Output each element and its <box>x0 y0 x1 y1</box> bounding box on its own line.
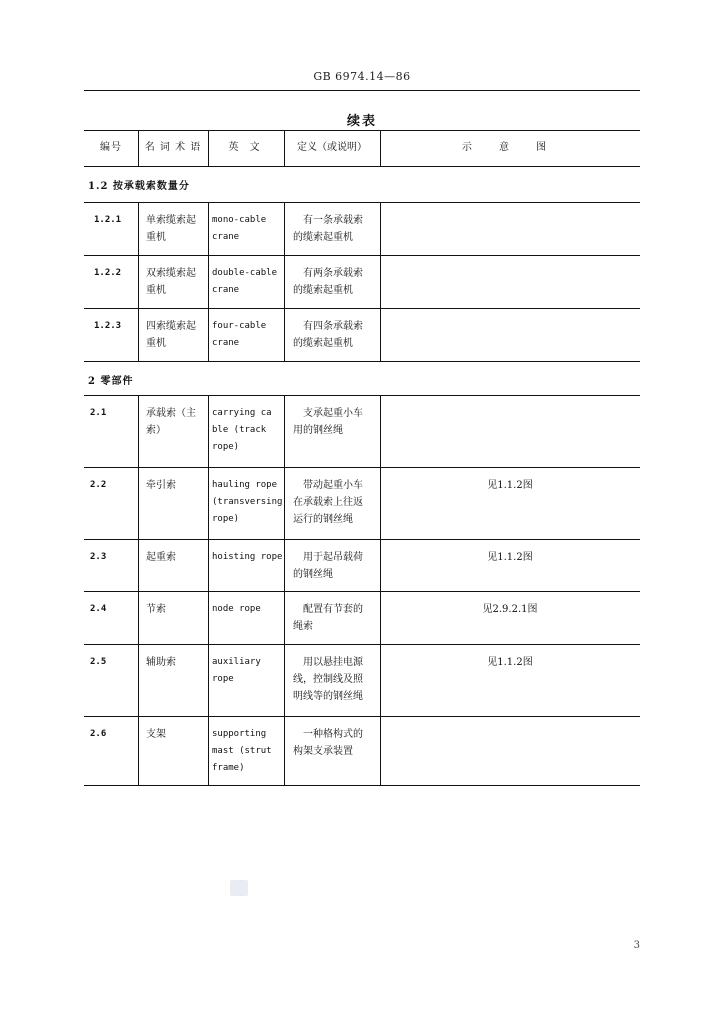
col-rule <box>284 202 285 361</box>
page-number: 3 <box>633 940 640 951</box>
definition: 用于起吊载荷 的钢丝绳 <box>293 552 363 580</box>
definition: 有四条承载索 的缆索起重机 <box>293 321 363 349</box>
terms-table <box>84 130 640 786</box>
term-number: 2.1 <box>90 408 107 418</box>
col-rule <box>284 395 285 785</box>
col-rule <box>138 202 139 361</box>
english-term: auxiliary rope <box>212 657 261 684</box>
diagram-reference: 见1.1.2图 <box>487 657 533 668</box>
english-term: four-cable crane <box>212 321 267 348</box>
definition: 带动起重小车 在承载索上往返 运行的钢丝绳 <box>293 480 363 525</box>
term-name: 双索缆索起 重机 <box>146 268 196 296</box>
section-rule <box>84 202 640 203</box>
term-number: 1.2.1 <box>94 215 122 225</box>
english-term: node rope <box>212 604 261 614</box>
col-rule <box>208 395 209 785</box>
row-rule <box>84 308 640 309</box>
definition: 一种格构式的 构架支承装置 <box>293 729 363 757</box>
term-name: 四索缆索起 重机 <box>146 321 196 349</box>
term-number: 1.2.2 <box>94 268 122 278</box>
row-rule <box>84 539 640 540</box>
term-number: 2.4 <box>90 604 107 614</box>
col-rule <box>138 395 139 785</box>
section-title: 1.2 按承载索数量分 <box>88 181 190 192</box>
row-rule <box>84 361 640 362</box>
diagram-reference: 见1.1.2图 <box>487 552 533 563</box>
row-rule <box>84 255 640 256</box>
term-number: 1.2.3 <box>94 321 122 331</box>
diagram-reference: 见2.9.2.1图 <box>482 604 538 615</box>
watermark-mark <box>230 880 248 896</box>
definition: 用以悬挂电源 线，控制线及照 明线等的钢丝绳 <box>293 657 363 702</box>
english-term: hoisting rope <box>212 552 283 562</box>
term-name: 节索 <box>146 604 166 615</box>
table-top-rule <box>84 130 640 131</box>
english-term: double-cable crane <box>212 268 278 295</box>
header-bottom-rule <box>84 166 640 167</box>
term-name: 单索缆索起 重机 <box>146 215 196 243</box>
term-name: 支架 <box>146 729 166 740</box>
definition: 有两条承载索 的缆索起重机 <box>293 268 363 296</box>
definition: 有一条承载索 的缆索起重机 <box>293 215 363 243</box>
term-name: 牵引索 <box>146 480 176 491</box>
row-rule <box>84 644 640 645</box>
col-rule <box>208 202 209 361</box>
english-term: hauling rope (transversing rope) <box>212 480 283 524</box>
term-number: 2.3 <box>90 552 107 562</box>
english-term: carrying ca ble (track rope) <box>212 408 272 452</box>
header-rule <box>84 90 640 91</box>
english-term: mono-cable crane <box>212 215 267 242</box>
english-term: supporting mast (strut frame) <box>212 729 272 773</box>
standard-number: GB 6974.14—86 <box>313 70 411 83</box>
term-number: 2.5 <box>90 657 107 667</box>
header-diagram: 示 意 图 <box>461 142 559 153</box>
header-no: 编号 <box>100 142 122 153</box>
row-rule <box>84 467 640 468</box>
definition: 支承起重小车 用的钢丝绳 <box>293 408 363 436</box>
header-term: 名 词 术 语 <box>144 142 202 153</box>
col-rule <box>380 395 381 785</box>
definition: 配置有节套的 绳索 <box>293 604 363 632</box>
term-number: 2.6 <box>90 729 107 739</box>
term-name: 承载索（主 索） <box>146 408 196 436</box>
row-rule <box>84 591 640 592</box>
header-definition: 定义（或说明） <box>297 142 367 153</box>
term-name: 辅助索 <box>146 657 176 668</box>
row-rule <box>84 716 640 717</box>
continued-table-title: 续表 <box>346 114 377 129</box>
table-bottom-rule <box>84 785 640 786</box>
section-rule <box>84 395 640 396</box>
header-english: 英 文 <box>228 142 264 153</box>
section-title: 2 零部件 <box>88 376 134 387</box>
term-name: 起重索 <box>146 552 176 563</box>
term-number: 2.2 <box>90 480 107 490</box>
col-rule <box>380 202 381 361</box>
diagram-reference: 见1.1.2图 <box>487 480 533 491</box>
